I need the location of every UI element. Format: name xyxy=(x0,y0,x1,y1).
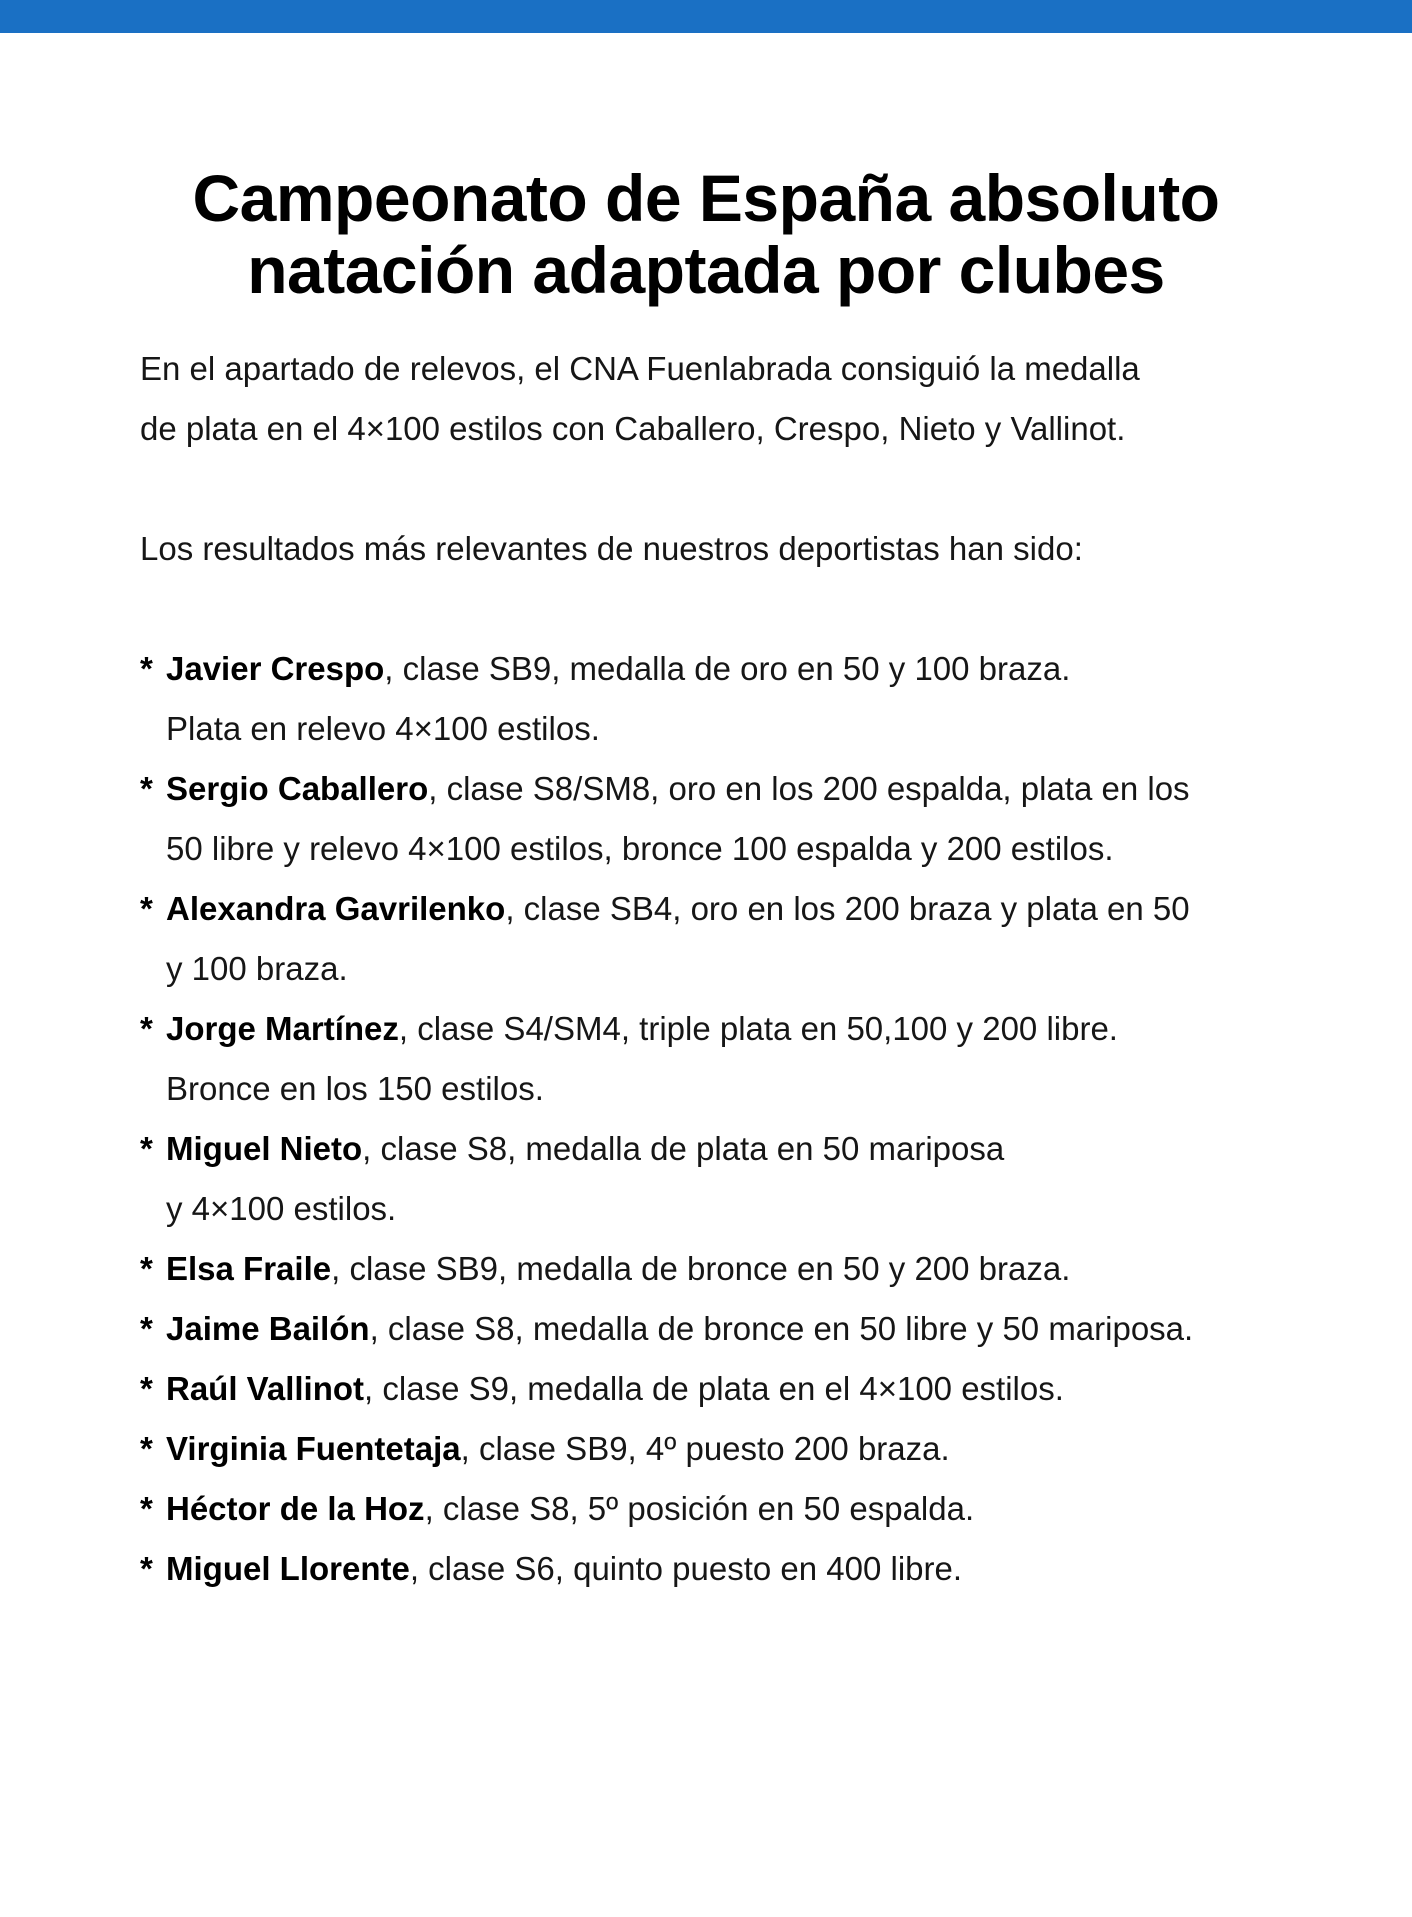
result-detail: , clase S8/SM8, oro en los 200 espalda, plata en los xyxy=(428,770,1190,807)
list-item xyxy=(140,759,1340,879)
result-detail: , clase S9, medalla de plata en el 4×100 estilos. xyxy=(364,1370,1064,1407)
athlete-name: Miguel Llorente xyxy=(166,1550,410,1587)
list-item xyxy=(140,1359,1340,1419)
result-detail: , clase SB9, 4º puesto 200 braza. xyxy=(460,1430,950,1467)
list-item xyxy=(140,879,1340,999)
intro-paragraph xyxy=(140,339,1300,459)
bullet: * xyxy=(140,1370,153,1407)
result-detail: , clase S4/SM4, triple plata en 50,100 y 200 libre. xyxy=(398,1010,1118,1047)
title-line-1: Campeonato de España absoluto xyxy=(192,161,1220,236)
athlete-name: Elsa Fraile xyxy=(166,1250,332,1287)
bullet: * xyxy=(140,1490,153,1527)
result-detail-continued: Bronce en los 150 estilos. xyxy=(166,1070,544,1107)
bullet: * xyxy=(140,1310,153,1347)
results-lead-text: Los resultados más relevantes de nuestros deportistas han sido: xyxy=(140,530,1083,567)
results-list xyxy=(140,639,1340,1599)
result-detail: , clase SB9, medalla de oro en 50 y 100 braza. xyxy=(384,650,1071,687)
list-item xyxy=(140,639,1340,759)
result-detail-continued: 50 libre y relevo 4×100 estilos, bronce 100 espalda y 200 estilos. xyxy=(166,830,1114,867)
result-detail-continued: y 100 braza. xyxy=(166,950,348,987)
result-detail: , clase S6, quinto puesto en 400 libre. xyxy=(409,1550,963,1587)
list-item xyxy=(140,1479,1340,1539)
result-detail-continued: Plata en relevo 4×100 estilos. xyxy=(166,710,600,747)
bullet: * xyxy=(140,1010,153,1047)
result-detail-continued: y 4×100 estilos. xyxy=(166,1190,397,1227)
athlete-name: Héctor de la Hoz xyxy=(166,1490,425,1527)
result-detail: , clase S8, medalla de bronce en 50 libre y 50 mariposa. xyxy=(369,1310,1194,1347)
bullet: * xyxy=(140,1130,153,1167)
list-item xyxy=(140,999,1340,1119)
athlete-name: Sergio Caballero xyxy=(166,770,429,807)
athlete-name: Jaime Bailón xyxy=(166,1310,370,1347)
result-detail: , clase S8, medalla de plata en 50 mariposa xyxy=(362,1130,1005,1167)
result-detail: , clase SB9, medalla de bronce en 50 y 200 braza. xyxy=(331,1250,1071,1287)
list-item xyxy=(140,1119,1340,1239)
bullet: * xyxy=(140,890,153,927)
athlete-name: Javier Crespo xyxy=(166,650,385,687)
athlete-name: Virginia Fuentetaja xyxy=(166,1430,461,1467)
results-lead xyxy=(140,519,1300,579)
bullet: * xyxy=(140,770,153,807)
list-item xyxy=(140,1299,1340,1359)
bullet: * xyxy=(140,1250,153,1287)
bullet: * xyxy=(140,1550,153,1587)
list-item xyxy=(140,1419,1340,1479)
list-item xyxy=(140,1239,1340,1299)
list-item xyxy=(140,1539,1340,1599)
athlete-name: Raúl Vallinot xyxy=(166,1370,365,1407)
intro-line-1: En el apartado de relevos, el CNA Fuenlabrada consiguió la medalla xyxy=(140,350,1140,387)
title-line-2: natación adaptada por clubes xyxy=(247,233,1165,308)
athlete-name: Alexandra Gavrilenko xyxy=(166,890,506,927)
page-title xyxy=(0,162,1412,306)
result-detail: , clase S8, 5º posición en 50 espalda. xyxy=(424,1490,975,1527)
athlete-name: Jorge Martínez xyxy=(166,1010,399,1047)
bullet: * xyxy=(140,650,153,687)
bullet: * xyxy=(140,1430,153,1467)
top-accent-bar xyxy=(0,0,1412,33)
intro-line-2: de plata en el 4×100 estilos con Caballero, Crespo, Nieto y Vallinot. xyxy=(140,410,1126,447)
result-detail: , clase SB4, oro en los 200 braza y plata en 50 xyxy=(505,890,1190,927)
athlete-name: Miguel Nieto xyxy=(166,1130,363,1167)
